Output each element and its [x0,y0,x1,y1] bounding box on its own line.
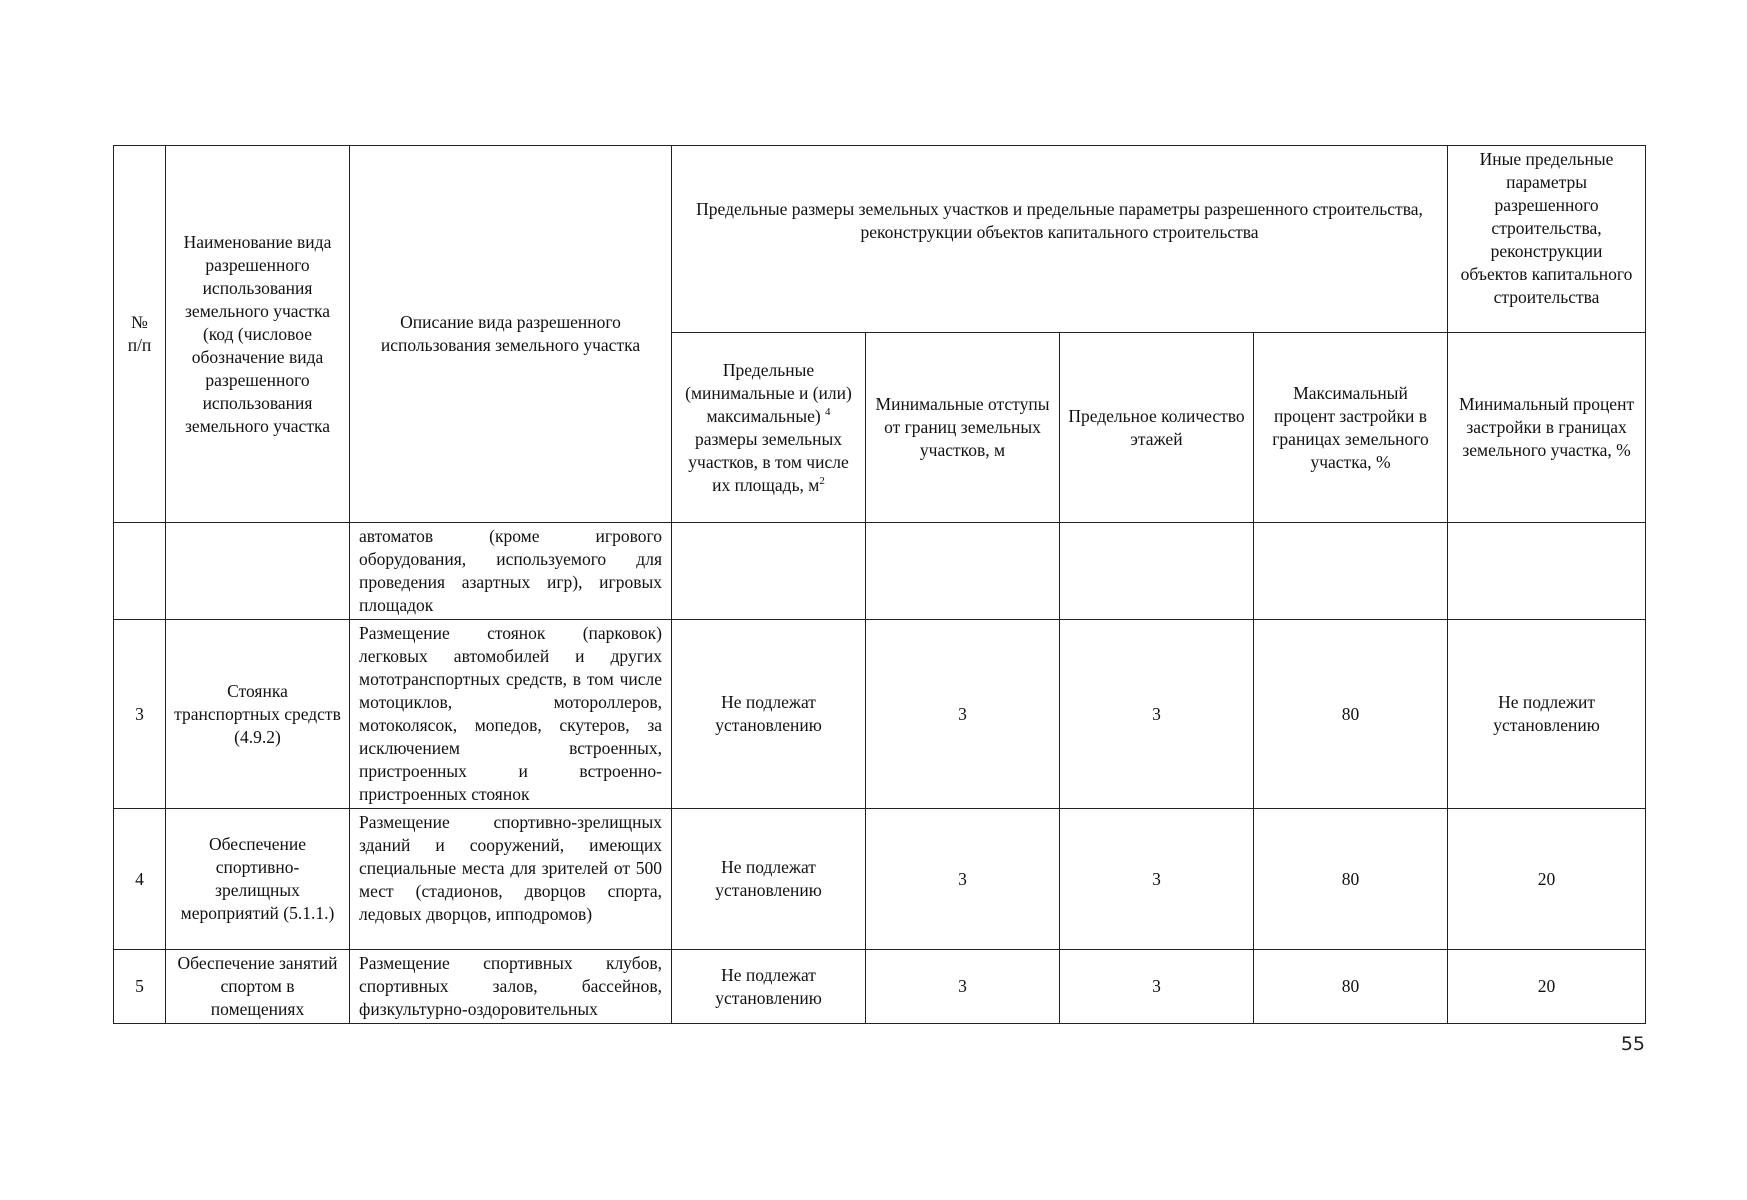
cell-plot-sizes [672,523,866,620]
cell-max-floors: 3 [1060,950,1254,1024]
cell-max-coverage: 80 [1254,620,1448,809]
cell-use-name: Обеспечение спортивно-зрелищных мероприятий (5.1.1.) [166,809,350,950]
header-row-number: № п/п [114,146,166,523]
cell-min-coverage: 20 [1448,809,1646,950]
cell-max-floors: 3 [1060,809,1254,950]
cell-min-coverage [1448,523,1646,620]
cell-min-setbacks [866,523,1060,620]
cell-row-number: 4 [114,809,166,950]
cell-min-setbacks: 3 [866,950,1060,1024]
zoning-parameters-table [113,145,1646,1024]
header-max-coverage: Максимальный процент застройки в границах земельного участка, % [1254,333,1448,523]
table-row [114,950,1646,1024]
cell-max-floors: 3 [1060,620,1254,809]
header-plot-sizes-text: Предельные (минимальные и (или) максимальные) [685,359,852,426]
header-other-parameters: Иные предельные параметры разрешенного строительства, реконструкции объектов капитального строительства [1448,146,1646,333]
cell-plot-sizes: Не подлежат установлению [672,809,866,950]
header-min-coverage: Минимальный процент застройки в границах земельного участка, % [1448,333,1646,523]
cell-plot-sizes: Не подлежат установлению [672,620,866,809]
table-row [114,620,1646,809]
header-limits-group: Предельные размеры земельных участков и предельные параметры разрешенного строительства, реконструкции объектов капитального строительства [672,146,1448,333]
header-use-description: Описание вида разрешенного использования земельного участка [350,146,672,523]
header-plot-sizes [672,333,866,523]
footnote-marker: 4 [825,405,831,418]
cell-use-name: Стоянка транспортных средств (4.9.2) [166,620,350,809]
page-number: 55 [1620,1033,1645,1055]
cell-use-description: Размещение стоянок (парковок) легковых автомобилей и других мототранспортных средств, в том числе мотоциклов, мотороллеров, мотоколясок, мопедов, скутеров, за исключением встроенных, пристроенных и встроенно-пристроенных стоянок [350,620,672,809]
cell-max-coverage: 80 [1254,950,1448,1024]
cell-use-description: автоматов (кроме игрового оборудования, используемого для проведения азартных игр), игровых площадок [350,523,672,620]
cell-max-floors [1060,523,1254,620]
header-max-floors: Предельное количество этажей [1060,333,1254,523]
cell-max-coverage: 80 [1254,809,1448,950]
cell-use-name: Обеспечение занятий спортом в помещениях [166,950,350,1024]
header-use-type-name: Наименование вида разрешенного использования земельного участка (код (числовое обозначение вида разрешенного использования земельного участка [166,146,350,523]
table-row [114,809,1646,950]
cell-use-description: Размещение спортивных клубов, спортивных залов, бассейнов, физкультурно-оздоровительных [350,950,672,1024]
cell-min-setbacks: 3 [866,809,1060,950]
header-plot-sizes-rest: размеры земельных участков, в том числе их площадь, м [688,428,849,495]
cell-max-coverage [1254,523,1448,620]
unit-superscript: 2 [819,474,825,487]
cell-row-number: 5 [114,950,166,1024]
table-row [114,523,1646,620]
cell-min-setbacks: 3 [866,620,1060,809]
cell-min-coverage: Не подлежит установлению [1448,620,1646,809]
cell-min-coverage: 20 [1448,950,1646,1024]
cell-use-name [166,523,350,620]
header-min-setbacks: Минимальные отступы от границ земельных участков, м [866,333,1060,523]
cell-use-description: Размещение спортивно-зрелищных зданий и сооружений, имеющих специальные места для зрителей от 500 мест (стадионов, дворцов спорта, ледовых дворцов, ипподромов) [350,809,672,950]
cell-row-number [114,523,166,620]
cell-row-number: 3 [114,620,166,809]
cell-plot-sizes: Не подлежат установлению [672,950,866,1024]
